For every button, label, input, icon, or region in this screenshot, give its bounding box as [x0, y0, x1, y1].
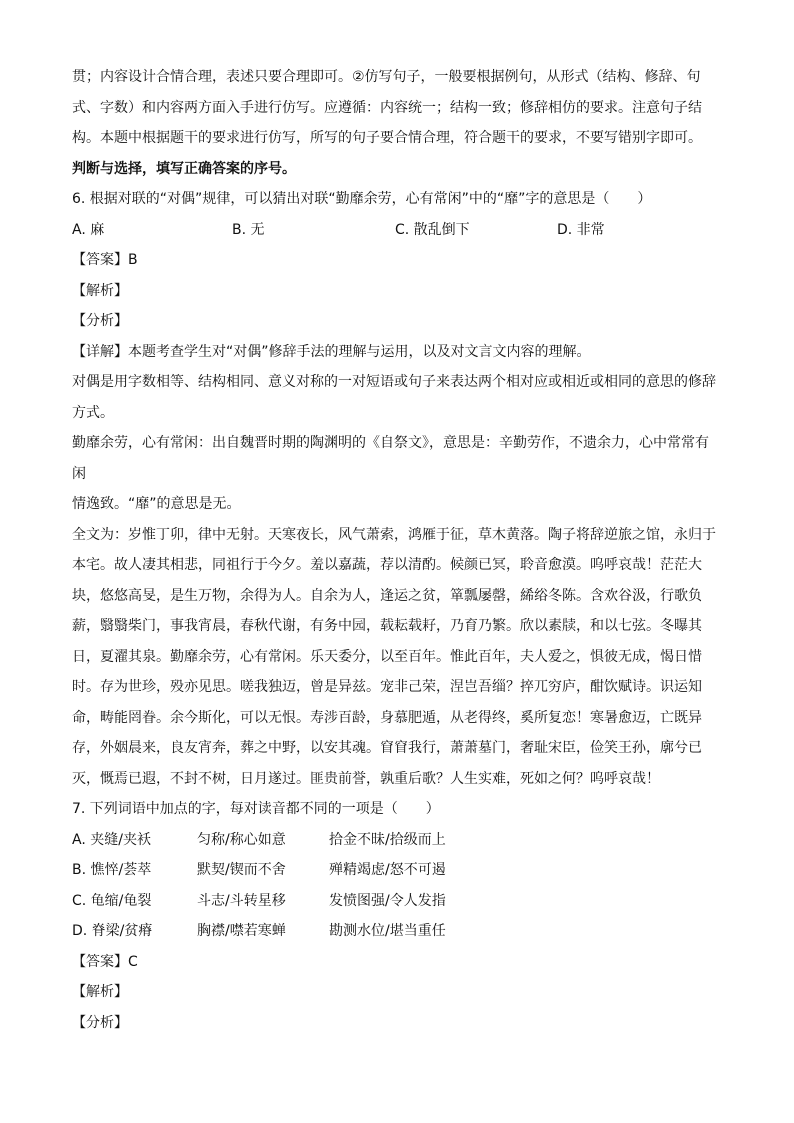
question-7-fenxi: 【分析】 [72, 1014, 128, 1031]
question-6-detail: 【详解】本题考查学生对“对偶”修辞手法的理解与运用，以及对文言文内容的理解。 [72, 343, 591, 360]
question-6-fenxi: 【分析】 [72, 313, 128, 329]
option-b: B. 无 [232, 221, 265, 238]
question-6-options [72, 215, 722, 246]
option-cell: 胸襟/噤若寒蝉 [197, 923, 286, 939]
option-cell: 殚精竭虑/怒不可遏 [329, 862, 446, 878]
option-d: D. 非常 [557, 221, 605, 238]
document-body [72, 62, 722, 1038]
question-7-option-row-b [72, 855, 722, 886]
option-cell: 勘测水位/堪当重任 [329, 923, 446, 939]
full-text-line: 块，悠悠高旻，是生万物，余得为人。自余为人，逢运之贫，箪瓢屡罄，絺绤冬陈。含欢谷汲，行歌负 [72, 587, 702, 604]
source-line-1: 勤靡余劳，心有常闲：出自魏晋时期的陶渊明的《自祭文》，意思是：辛勤劳作，不遗余力，心中常常有闲 [72, 435, 709, 482]
option-cell: 默契/锲而不舍 [197, 862, 286, 878]
source-line-2: 情逸致。“靡”的意思是无。 [72, 496, 241, 512]
option-cell: 发愤图强/令人发指 [329, 892, 446, 909]
full-text-line: 时。存为世珍，殁亦见思。嗟我独迈，曾是异兹。宠非己荣，涅岂吾缁？捽兀穷庐，酣饮赋诗。识运知 [72, 679, 702, 695]
full-text-line: 灭，慨焉已遐，不封不树，日月遂过。匪贵前誉，孰重后歌？人生实难，死如之何？呜呼哀哉！ [72, 770, 660, 787]
option-a: A. 麻 [72, 221, 105, 238]
section-heading: 判断与选择，填写正确答案的序号。 [72, 160, 296, 177]
option-cell: C. 龟缩/龟裂 [72, 892, 152, 909]
full-text-line: 薪，翳翳柴门，事我宵晨，春秋代谢，有务中园，载耘载耔，乃育乃繁。欣以素牍，和以七弦。冬曝其 [72, 618, 702, 634]
full-text-line: 日，夏濯其泉。勤靡余劳，心有常闲。乐天委分，以至百年。惟此百年，夫人爱之，惧彼无成，愒日惜 [72, 648, 702, 665]
intro-line-2: 式、字数）和内容两方面入手进行仿写。应遵循：内容统一；结构一致；修辞相仿的要求。注意句子结 [72, 99, 702, 116]
option-cell: D. 脊梁/贫瘠 [72, 923, 153, 939]
question-6-jiexi: 【解析】 [72, 282, 128, 299]
option-cell: 拾金不昧/拾级而上 [329, 831, 446, 848]
option-cell: 斗志/斗转星移 [197, 892, 286, 909]
option-cell: 匀称/称心如意 [197, 831, 286, 848]
full-text-line: 命，畴能罔眷。余今斯化，可以无恨。寿涉百龄，身慕肥遁，从老得终，奚所复恋！寒暑愈迈，亡既异 [72, 709, 702, 726]
full-text-line: 存，外姻晨来，良友宵奔，葬之中野，以安其魂。窅窅我行，萧萧墓门，奢耻宋臣，俭笑王孙，廓兮已 [72, 740, 702, 756]
full-text-line: 全文为：岁惟丁卯，律中无射。天寒夜长，风气萧索，鸿雁于征，草木黄落。陶子将辞逆旅之馆，永归于 [72, 526, 716, 543]
question-7-answer: 【答案】C [72, 953, 138, 970]
option-cell: A. 夹缝/夹袄 [72, 831, 151, 848]
option-c: C. 散乱倒下 [395, 221, 470, 238]
definition-line-2: 方式。 [72, 404, 114, 421]
question-7-jiexi: 【解析】 [72, 984, 128, 1000]
intro-line-1: 贯；内容设计合情合理，表述只要合理即可。②仿写句子，一般要根据例句，从形式（结构、修辞、句 [72, 69, 701, 85]
full-text-line: 本宅。故人凄其相悲，同祖行于今夕。羞以嘉蔬，荐以清酌。候颜已冥，聆音愈漠。呜呼哀哉！茫茫大 [72, 557, 702, 573]
question-7-option-row-a [72, 825, 722, 856]
question-6-answer: 【答案】B [72, 252, 138, 268]
definition-line-1: 对偶是用字数相等、结构相同、意义对称的一对短语或句子来表达两个相对应或相近或相同的意思的修辞 [72, 374, 716, 390]
intro-line-3: 构。本题中根据题干的要求进行仿写，所写的句子要合情合理，符合题干的要求，不要写错别字即可。 [72, 130, 702, 146]
question-7-stem: 7. 下列词语中加点的字，每对读音都不同的一项是（ ） [72, 801, 440, 817]
question-7-option-row-d [72, 916, 722, 947]
question-6-stem: 6. 根据对联的“对偶”规律，可以猜出对联“勤靡余劳，心有常闲”中的“靡”字的意思是（ ） [72, 191, 652, 207]
question-7-option-row-c [72, 886, 722, 917]
option-cell: B. 憔悴/荟萃 [72, 862, 152, 878]
